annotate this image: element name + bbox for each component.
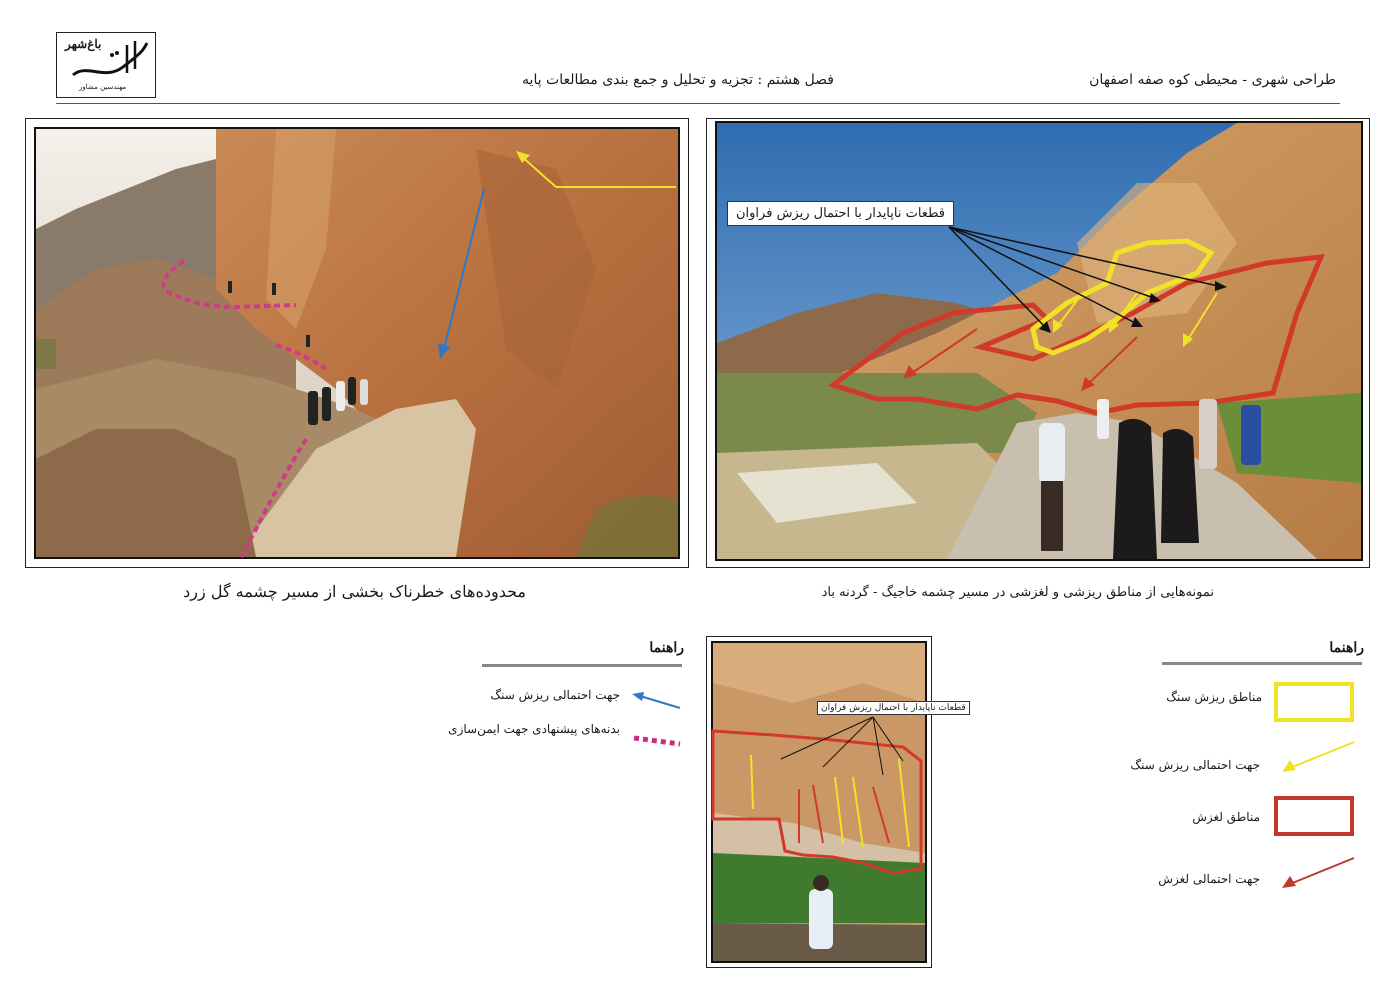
right-photo-caption: نمونه‌هایی از مناطق ریزشی و لغزشی در مسیر چشمه خاجیگ - گردنه باد	[821, 585, 1214, 600]
red-zone-swatch	[1274, 796, 1354, 836]
header-divider	[56, 103, 1340, 104]
yellow-arrow-icon	[1278, 740, 1358, 774]
left-legend-divider	[482, 664, 682, 667]
right-legend-divider	[1162, 662, 1362, 665]
small-photo-frame	[706, 636, 966, 968]
right-photo-frame	[706, 118, 1370, 568]
yellow-zone-swatch	[1274, 682, 1354, 722]
red-arrow-icon	[1278, 856, 1358, 890]
left-photo	[34, 127, 680, 559]
legend-pink-dots-label: بدنه‌های پیشنهادی جهت ایمن‌سازی	[448, 722, 620, 736]
right-photo-callout: قطعات ناپایدار با احتمال ریزش فراوان	[727, 201, 954, 226]
left-photo-frame	[25, 118, 689, 568]
legend-red-arrow-label: جهت احتمالی لغزش	[1158, 872, 1260, 886]
legend-red-box-label: مناطق لغزش	[1192, 810, 1260, 824]
blue-arrow-icon	[628, 690, 684, 712]
small-photo	[711, 641, 966, 963]
project-title: طراحی شهری - محیطی کوه صفه اصفهان	[1089, 72, 1336, 88]
legend-yellow-arrow-label: جهت احتمالی ریزش سنگ	[1130, 758, 1260, 772]
logo-text: باغ‌شهر	[65, 37, 102, 51]
pink-dotted-line-icon	[632, 734, 682, 748]
small-photo-callout: قطعات ناپایدار با احتمال ریزش فراوان	[817, 701, 970, 715]
left-photo-caption: محدوده‌های خطرناک بخشی از مسیر چشمه گل زرد	[183, 582, 526, 601]
legend-blue-arrow-label: جهت احتمالی ریزش سنگ	[490, 688, 620, 702]
chapter-title: فصل هشتم : تجزیه و تحلیل و جمع بندی مطالعات پایه	[522, 72, 834, 88]
right-legend-title: راهنما	[1329, 640, 1364, 656]
firm-logo	[56, 32, 156, 98]
logo-subtext: مهندسین مشاور	[79, 83, 127, 91]
left-legend-title: راهنما	[649, 640, 684, 656]
right-photo	[715, 121, 1363, 561]
legend-yellow-box-label: مناطق ریزش سنگ	[1166, 690, 1262, 704]
